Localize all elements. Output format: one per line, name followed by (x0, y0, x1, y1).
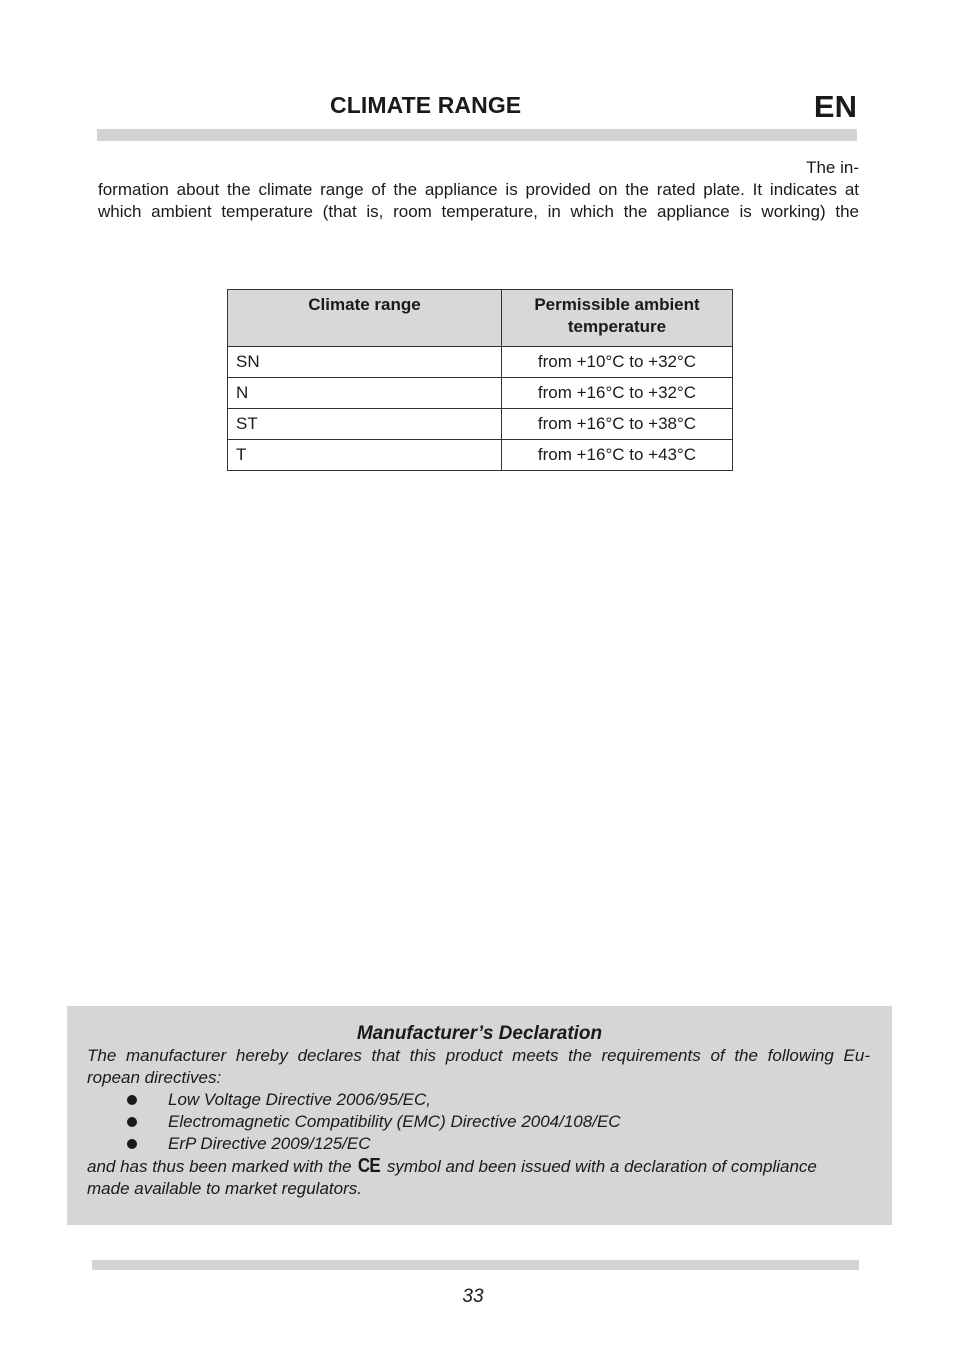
intro-line: The in- (806, 158, 859, 177)
header-rule (97, 129, 857, 141)
language-code: EN (813, 89, 857, 124)
temperature-cell: from +16°C to +43°C (502, 440, 733, 471)
temperature-cell: from +10°C to +32°C (502, 347, 733, 378)
intro-line: which ambient temperature (that is, room temperature, in which the appliance is working) the (98, 202, 859, 221)
marking-text-before: and has thus been marked with the (87, 1157, 352, 1176)
column-header-temperature: Permissible ambient temperature (502, 290, 733, 347)
table-row (228, 440, 733, 471)
ce-mark-icon: CE (358, 1155, 381, 1177)
table-row (228, 378, 733, 409)
directive-text: Low Voltage Directive 2006/95/EC, (168, 1090, 432, 1109)
table-header-row (228, 290, 733, 347)
temperature-cell: from +16°C to +38°C (502, 409, 733, 440)
declaration-title: Manufacturer’s Declaration (356, 1023, 603, 1044)
declaration-closing-line: made available to market regulators. (87, 1179, 362, 1198)
column-header-climate-range: Climate range (228, 290, 502, 347)
table-row (228, 409, 733, 440)
climate-range-cell: ST (228, 409, 502, 440)
declaration-intro-line: The manufacturer hereby declares that this product meets the requirements of the following Eu- (87, 1046, 870, 1065)
marking-text-after: symbol and been issued with a declaration of compliance (386, 1157, 817, 1176)
climate-range-cell: SN (228, 347, 502, 378)
intro-paragraph (98, 157, 859, 223)
declaration-marking-line (87, 1155, 870, 1178)
intro-line: formation about the climate range of the appliance is provided on the rated plate. It indicates at (98, 180, 859, 199)
directive-text: ErP Directive 2009/125/EC (168, 1134, 371, 1153)
list-item (87, 1111, 870, 1133)
climate-range-cell: T (228, 440, 502, 471)
page-number: 33 (462, 1286, 484, 1307)
temperature-cell: from +16°C to +32°C (502, 378, 733, 409)
bullet-icon (127, 1117, 137, 1127)
list-item (87, 1133, 870, 1155)
footer-rule (92, 1260, 859, 1270)
declaration-body (87, 1045, 870, 1200)
climate-range-table (227, 289, 733, 471)
bullet-icon (127, 1139, 137, 1149)
manufacturer-declaration-box (67, 1006, 892, 1225)
declaration-intro-line: ropean directives: (87, 1068, 222, 1087)
page-title: CLIMATE RANGE (330, 92, 522, 118)
directive-text: Electromagnetic Compatibility (EMC) Directive 2004/108/EC (168, 1112, 621, 1131)
table-row (228, 347, 733, 378)
list-item (87, 1089, 870, 1111)
climate-range-cell: N (228, 378, 502, 409)
bullet-icon (127, 1095, 137, 1105)
directive-list (87, 1089, 870, 1155)
